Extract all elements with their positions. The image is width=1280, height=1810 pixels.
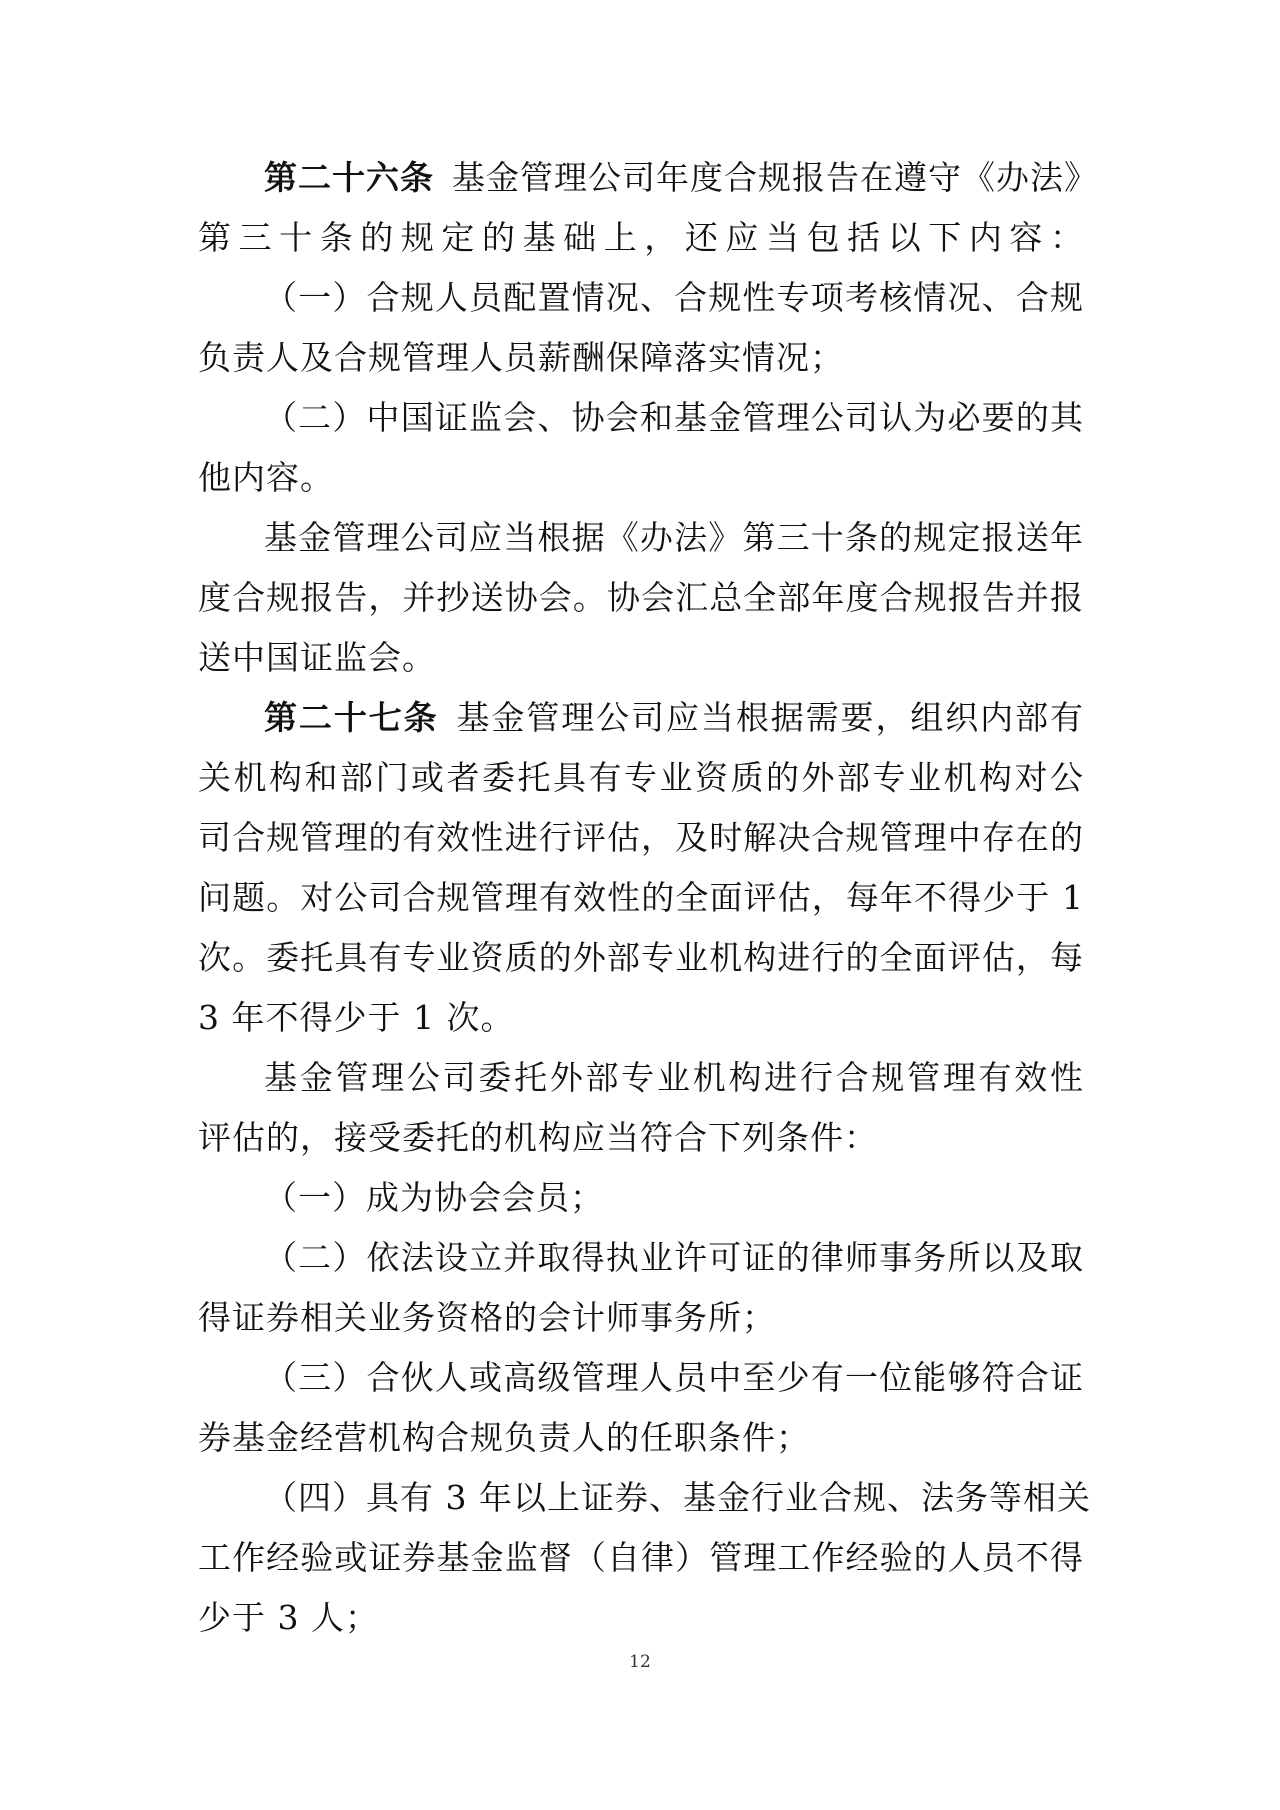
text-line: 得证券相关业务资格的会计师事务所；	[198, 1298, 776, 1337]
article-27-text: 基金管理公司应当根据需要，组织内部有	[456, 698, 1085, 737]
text-line: 次。委托具有专业资质的外部专业机构进行的全面评估，每	[198, 938, 1084, 977]
text-line: 负责人及合规管理人员薪酬保障落实情况；	[198, 338, 844, 377]
article-27-title: 第二十七条	[264, 698, 439, 737]
text-line: 司合规管理的有效性进行评估，及时解决合规管理中存在的	[198, 818, 1084, 857]
text-line: 3 年不得少于 1 次。	[198, 998, 515, 1037]
text-line: 送中国证监会。	[198, 638, 436, 677]
text-line: 第三十条的规定的基础上，还应当包括以下内容：	[198, 218, 1084, 257]
text-line: 评估的，接受委托的机构应当符合下列条件：	[198, 1118, 878, 1157]
text-line: （四）具有 3 年以上证券、基金行业合规、法务等相关	[264, 1478, 1091, 1517]
text-line: （三）合伙人或高级管理人员中至少有一位能够符合证	[264, 1358, 1084, 1397]
text-line: 券基金经营机构合规负责人的任职条件；	[198, 1418, 810, 1457]
text-line: （一）成为协会会员；	[264, 1178, 604, 1217]
article-27-heading-line	[264, 690, 1084, 746]
article-26-title: 第二十六条	[264, 158, 434, 197]
text-line: （二）依法设立并取得执业许可证的律师事务所以及取	[264, 1238, 1084, 1277]
article-26-text: 基金管理公司年度合规报告在遵守《办法》	[452, 158, 1098, 197]
text-line: 他内容。	[198, 458, 334, 497]
text-line: 度合规报告，并抄送协会。协会汇总全部年度合规报告并报	[198, 578, 1084, 617]
page-number: 12	[629, 1652, 651, 1672]
text-line: 工作经验或证券基金监督（自律）管理工作经验的人员不得	[198, 1538, 1084, 1577]
article-26-heading-line	[264, 150, 1098, 206]
text-line: （一）合规人员配置情况、合规性专项考核情况、合规	[264, 278, 1084, 317]
text-line: （二）中国证监会、协会和基金管理公司认为必要的其	[264, 398, 1084, 437]
text-line: 少于 3 人；	[198, 1598, 379, 1637]
text-line: 基金管理公司应当根据《办法》第三十条的规定报送年	[264, 518, 1084, 557]
text-line: 关机构和部门或者委托具有专业资质的外部专业机构对公	[198, 758, 1084, 797]
text-line: 基金管理公司委托外部专业机构进行合规管理有效性	[264, 1058, 1084, 1097]
text-line: 问题。对公司合规管理有效性的全面评估，每年不得少于 1	[198, 878, 1084, 917]
